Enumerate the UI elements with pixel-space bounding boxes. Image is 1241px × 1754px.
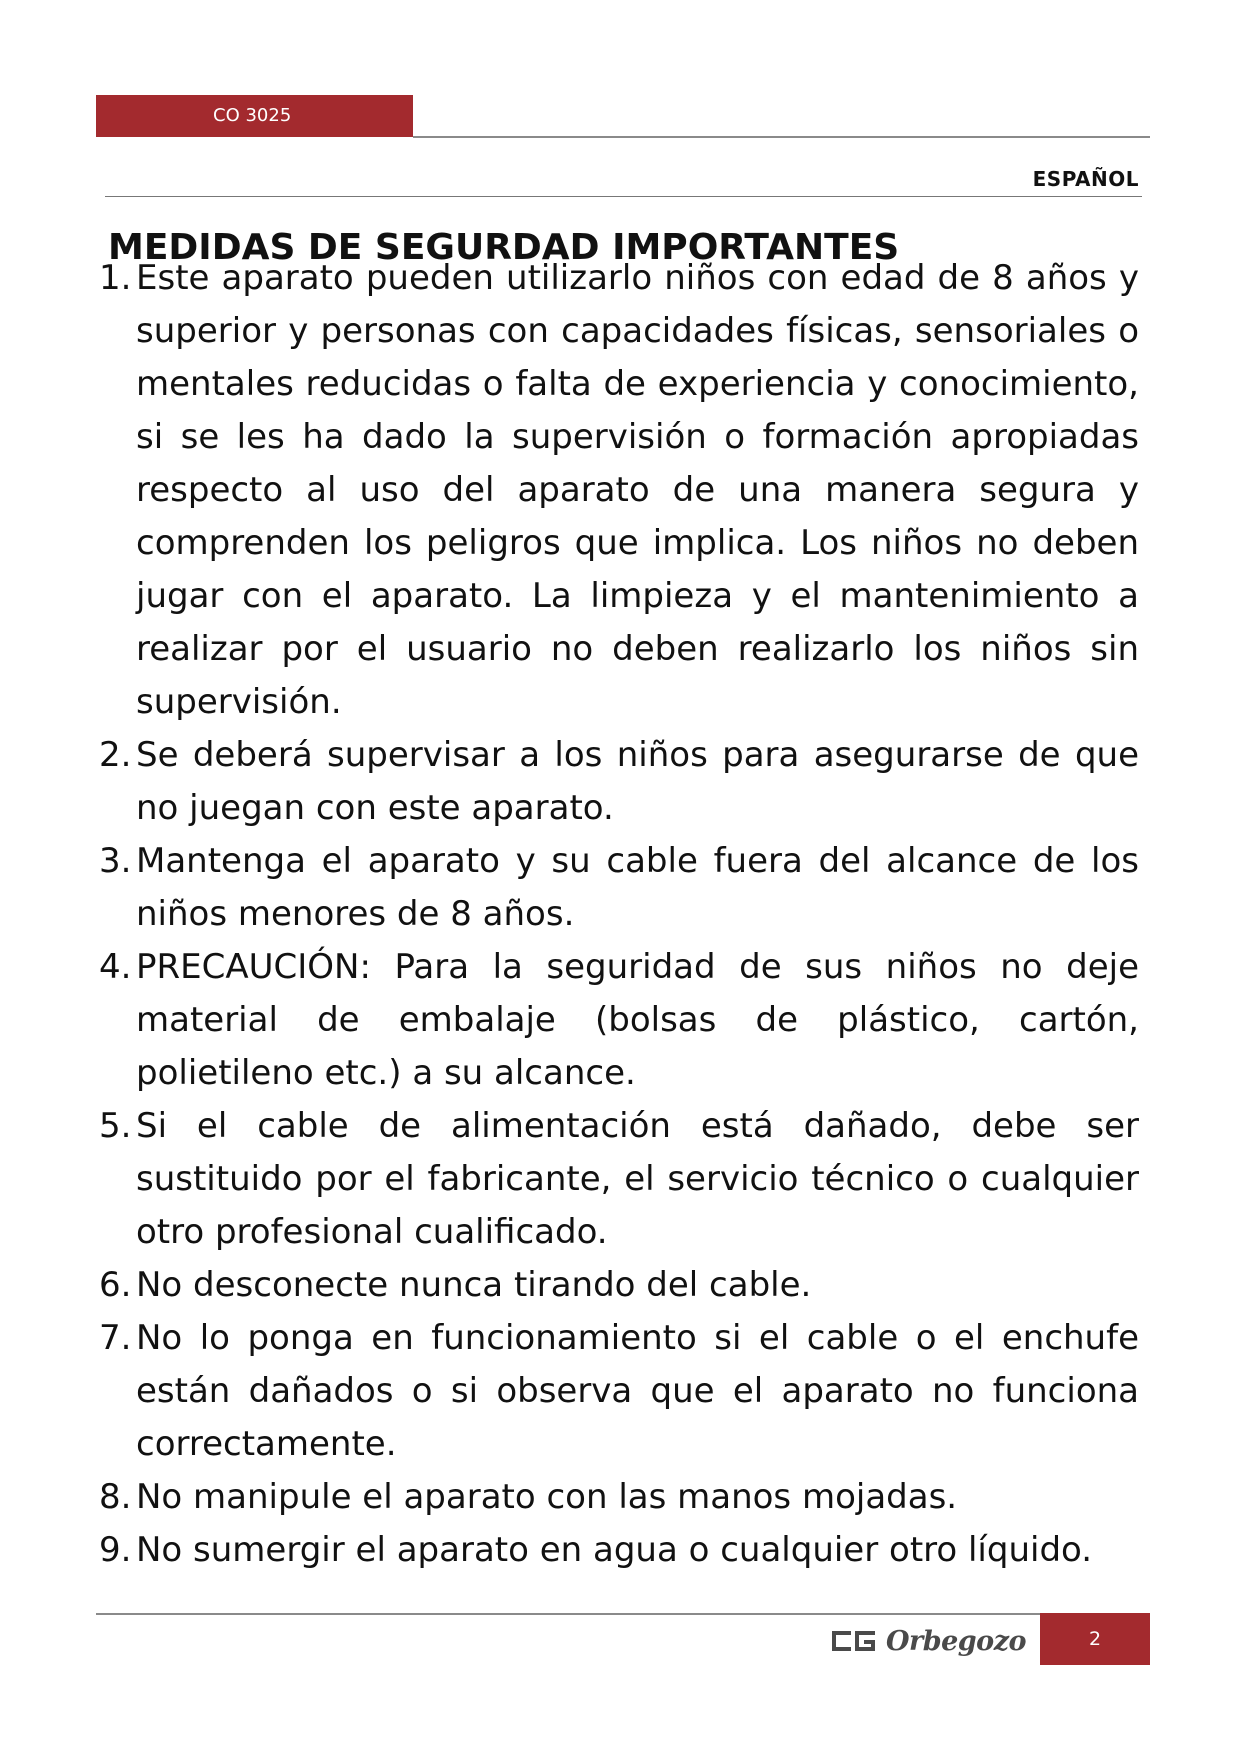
list-item (99, 941, 1139, 1100)
item-number: 8. (99, 1477, 132, 1517)
list-item (99, 1471, 1139, 1524)
orbegozo-logo-icon (832, 1629, 876, 1653)
item-text: PRECAUCIÓN: Para la seguridad de sus niños no deje material de embalaje (bolsas de plástico, cartón, polietileno etc.) a su alcance. (136, 947, 1139, 1093)
list-item (99, 1259, 1139, 1312)
page-number: 2 (1040, 1613, 1150, 1665)
item-text: No sumergir el aparato en agua o cualquier otro líquido. (136, 1530, 1093, 1570)
list-item (99, 252, 1139, 729)
list-item (99, 1100, 1139, 1259)
item-number: 1. (99, 258, 132, 298)
item-text: Mantenga el aparato y su cable fuera del alcance de los niños menores de 8 años. (136, 841, 1139, 934)
language-rule (105, 196, 1142, 197)
item-number: 3. (99, 841, 132, 881)
header-rule (413, 136, 1150, 138)
brand-logo (832, 1621, 1032, 1661)
list-item (99, 1312, 1139, 1471)
item-number: 7. (99, 1318, 132, 1358)
item-text: No desconecte nunca tirando del cable. (136, 1265, 812, 1305)
section-title: MEDIDAS DE SEGURDAD IMPORTANTES (108, 227, 900, 269)
brand-name: Orbegozo (886, 1625, 1027, 1657)
model-badge: CO 3025 (96, 95, 413, 137)
list-item (99, 729, 1139, 835)
item-number: 2. (99, 735, 132, 775)
language-label: ESPAÑOL (1032, 167, 1139, 191)
item-text: No manipule el aparato con las manos mojadas. (136, 1477, 958, 1517)
item-number: 4. (99, 947, 132, 987)
item-number: 5. (99, 1106, 132, 1146)
list-item (99, 835, 1139, 941)
item-text: Este aparato pueden utilizarlo niños con edad de 8 años y superior y personas con capacidades físicas, sensoriales o mentales reducidas o falta de experiencia y conocimiento, si se les ha dado la supervisión o formación apropiadas respecto al uso del aparato de una manera segura y comprenden los peligros que implica. Los niños no deben jugar con el aparato. La limpieza y el mantenimiento a realizar por el usuario no deben realizarlo los niños sin supervisión. (136, 258, 1139, 722)
item-text: Si el cable de alimentación está dañado, debe ser sustituido por el fabricante, el servicio técnico o cualquier otro profesional cualificado. (136, 1106, 1139, 1252)
item-text: No lo ponga en funcionamiento si el cable o el enchufe están dañados o si observa que el aparato no funciona correctamente. (136, 1318, 1139, 1464)
item-text: Se deberá supervisar a los niños para asegurarse de que no juegan con este aparato. (136, 735, 1139, 828)
item-number: 6. (99, 1265, 132, 1305)
footer-rule (96, 1613, 1150, 1615)
list-item (99, 1524, 1139, 1577)
safety-instructions-list (99, 252, 1139, 1577)
item-number: 9. (99, 1530, 132, 1570)
